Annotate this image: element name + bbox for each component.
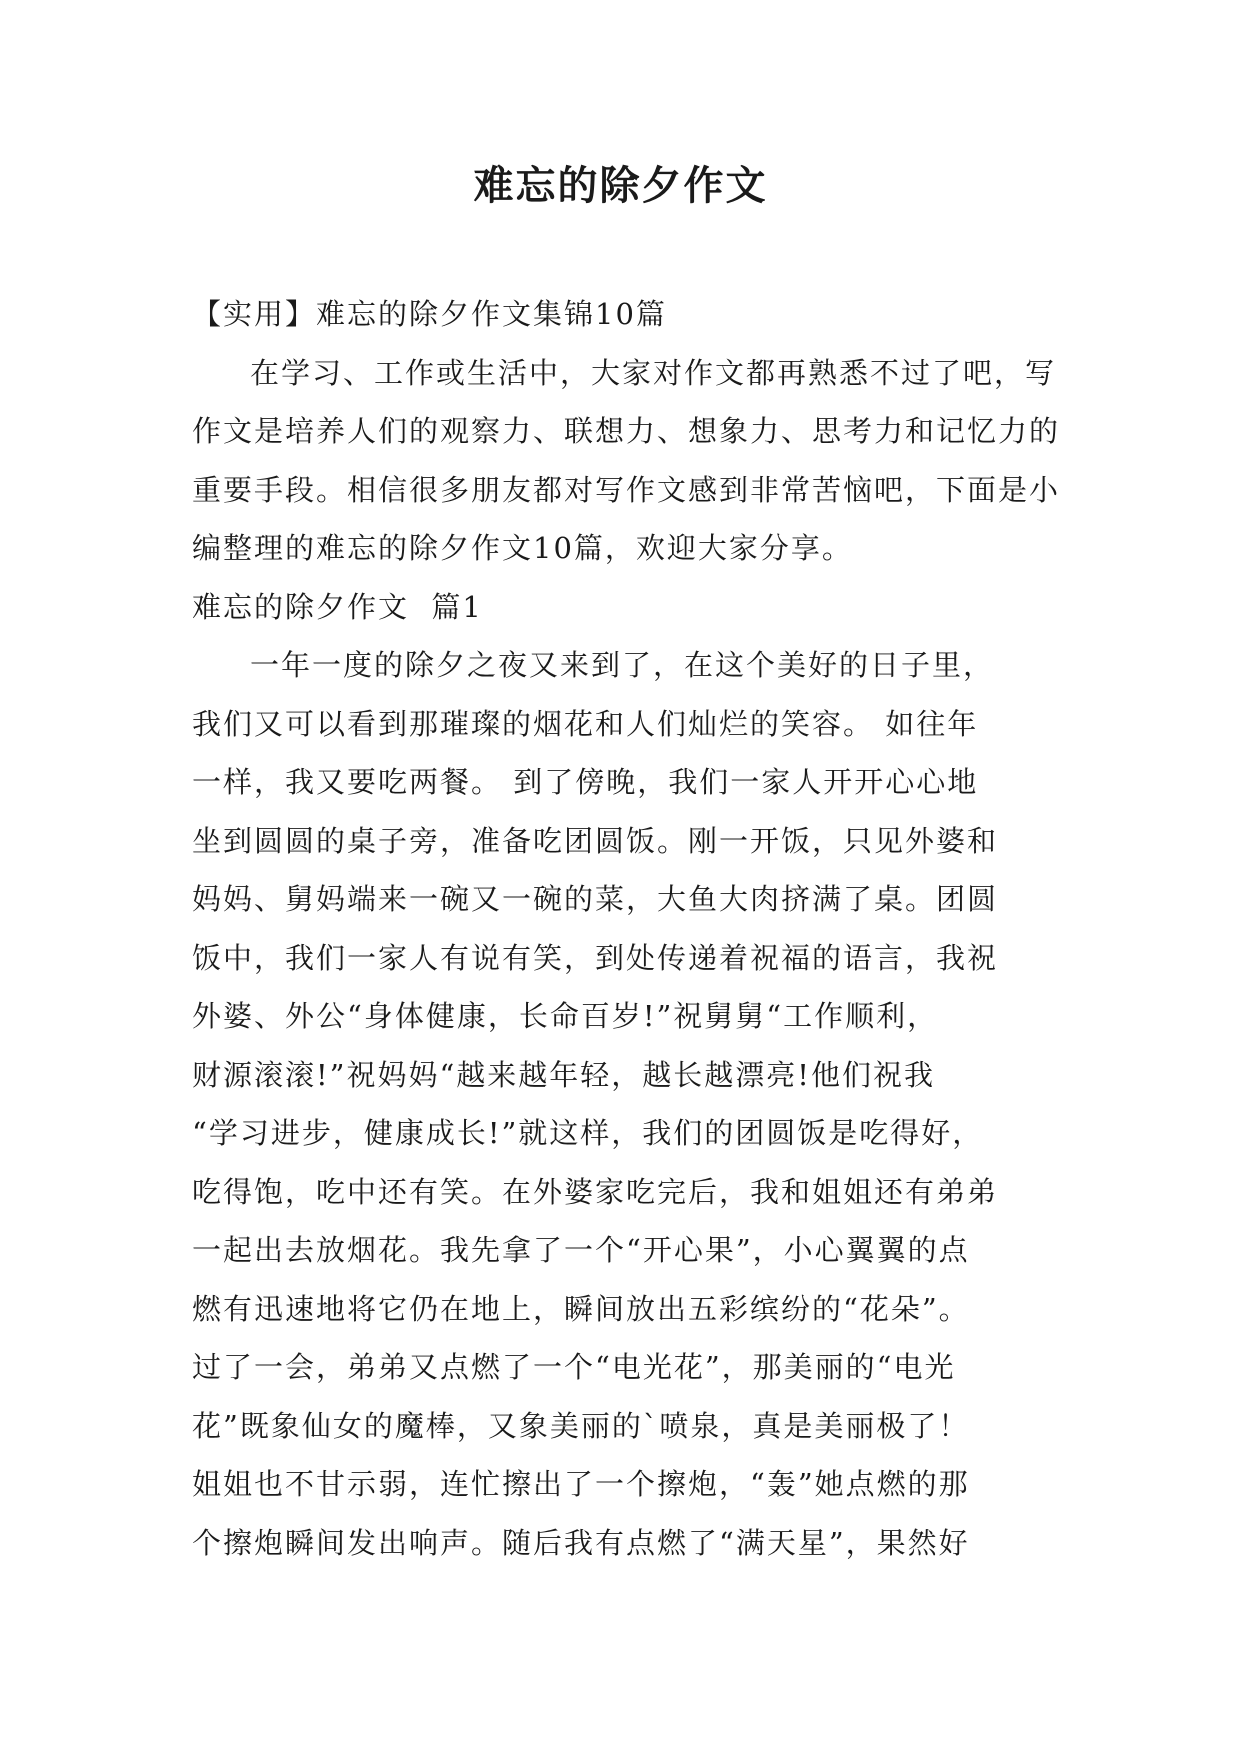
essay-text-line: 燃有迅速地将它仍在地上，瞬间放出五彩缤纷的“花朵”。 xyxy=(192,1291,970,1326)
essay-text-line: 饭中，我们一家人有说有笑，到处传递着祝福的语言，我祝 xyxy=(192,940,999,975)
essay-text-line: “学习进步，健康成长!”就这样，我们的团圆饭是吃得好， xyxy=(192,1116,984,1150)
essay-text-line: 一样，我又要吃两餐。 到了傍晚，我们一家人开开心心地 xyxy=(192,765,979,799)
intro-paragraph xyxy=(192,344,1062,578)
intro-text-line: 写作文是培养人们的观察力、联想力、想象力、思考力和记 xyxy=(192,355,1057,448)
essay-text-line: 我们又可以看到那璀璨的烟花和人们灿烂的笑容。 如往年 xyxy=(192,706,979,741)
document-title: 难忘的除夕作文 xyxy=(473,163,768,209)
section-heading: 难忘的除夕作文 篇1 xyxy=(192,589,483,624)
essay-text-line: 财源滚滚!”祝妈妈“越来越年轻，越长越漂亮!他们祝我 xyxy=(192,1057,935,1092)
intro-text-line: 在学习、工作或生活中，大家对作文都再熟悉不过了吧， xyxy=(250,355,1026,390)
essay-text-line: 吃得饱，吃中还有笑。在外婆家吃完后，我和姐姐还有弟弟 xyxy=(192,1174,999,1209)
essay-text-line: 过了一会，弟弟又点燃了一个“电光花”，那美丽的“电光 xyxy=(192,1350,956,1384)
essay-text-line: 坐到圆圆的桌子旁，准备吃团圆饭。刚一开饭，只见外婆和 xyxy=(192,823,999,858)
essay-text-line: 妈妈、舅妈端来一碗又一碗的菜，大鱼大肉挤满了桌。团圆 xyxy=(192,882,999,916)
essay-paragraph xyxy=(192,636,1062,1572)
essay-text-line: 一年一度的除夕之夜又来到了，在这个美好的日子里， xyxy=(250,648,995,682)
essay-text-line: 花”既象仙女的魔棒，又象美丽的`喷泉，真是美丽极了！ xyxy=(192,1408,970,1443)
intro-text-line: 下面是小编整理的难忘的除夕作文10篇，欢迎大家分享。 xyxy=(192,472,1061,565)
essay-text-line: 个擦炮瞬间发出响声。随后我有点燃了“满天星”，果然好 xyxy=(192,1525,970,1560)
essay-text-line: 姐姐也不甘示弱，连忙擦出了一个擦炮，“轰”她点燃的那 xyxy=(192,1467,970,1501)
intro-text-line: 忆力的重要手段。相信很多朋友都对写作文感到非常苦恼吧， xyxy=(192,414,1061,507)
essay-text-line: 一起出去放烟花。我先拿了一个“开心果”，小心翼翼的点 xyxy=(192,1233,970,1267)
document-subtitle: 【实用】难忘的除夕作文集锦10篇 xyxy=(192,297,667,331)
essay-text-line: 外婆、外公“身体健康，长命百岁!”祝舅舅“工作顺利， xyxy=(192,999,939,1033)
document-body xyxy=(192,285,1062,1572)
